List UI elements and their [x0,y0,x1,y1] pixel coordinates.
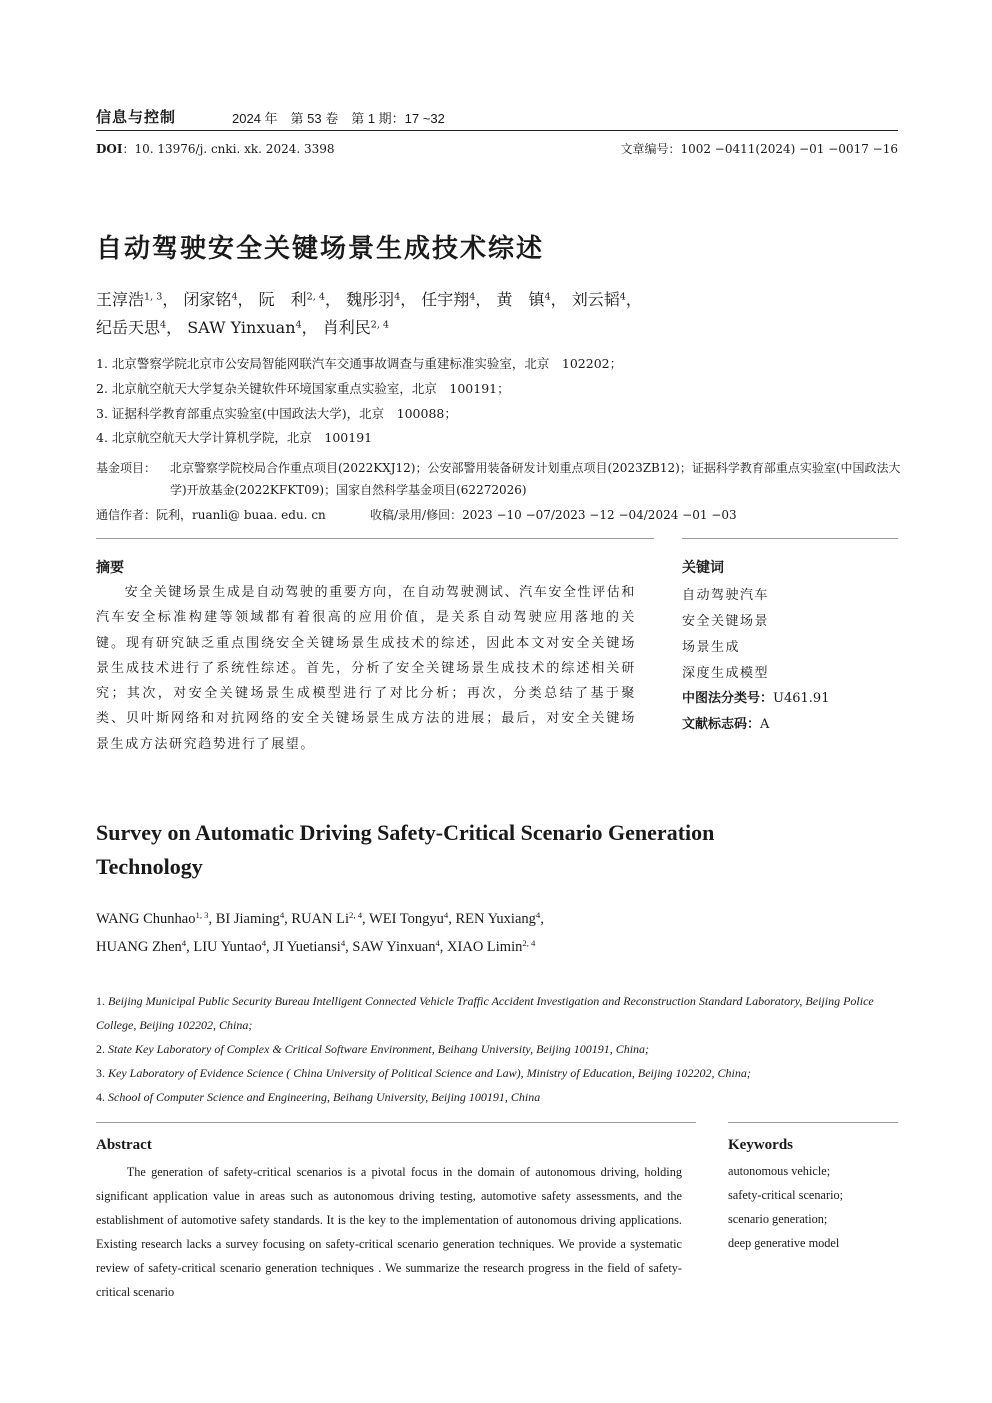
author-cn: 肖利民 [322,318,371,337]
journal-name: 信息与控制 [96,108,177,126]
page-title-cn: 自动驾驶安全关键场景生成技术综述 [96,234,545,264]
affiliation-en-4 [96,1085,901,1109]
author-sup: 4 [261,937,267,948]
affiliation-en-2 [96,1037,901,1061]
authors-en-line2: HUANG Zhen$^4$, LIU Yuntao$^4$, JI Yuetiansi$^4$, SAW Yinxuan$^4$, XIAO Limin$^{2, 4}$ [96,937,536,955]
keyword-en: safety-critical scenario; [728,1188,844,1202]
keyword-en: deep generative model [728,1236,840,1250]
author-sup: 2, 4 [349,909,363,920]
affiliation-number: 2. [96,1042,108,1056]
affiliation-text: Key Laboratory of Evidence Science ( China University of Political Science and Law), Ministry of Education, Beijing 102202, China; [108,1066,751,1080]
author-sup: 1, 3 [144,291,163,303]
author-sup: 4 [181,937,187,948]
author-sup: 4 [619,291,626,303]
author-en: JI Yuetiansi [273,939,341,955]
author-cn: 魏彤羽 [346,290,395,309]
affiliation-cn-1: 1. 北京警察学院北京市公安局智能网联汽车交通事故调查与重建标准实验室，北京 102202； [96,356,623,371]
author-en: WEI Tongyu [369,911,444,927]
clc-label: 中图法分类号： [682,691,774,706]
author-sup: 4 [160,319,167,331]
author-en: XIAO Limin [447,939,523,955]
divider [682,538,898,539]
doi-label: DOI [96,142,123,156]
keyword-cn: 深度生成模型 [682,666,770,681]
doc-code-value: A [760,717,770,732]
author-sup: 4 [469,291,476,303]
author-cn: 阮 利 [258,290,307,309]
author-sup: 1, 3 [195,909,209,920]
author-cn: 任宇翔 [421,290,470,309]
author-cn: 黄 镇 [496,290,545,309]
affiliation-number: 1. [96,994,108,1008]
divider [96,1122,696,1123]
affiliation-number: 3. [96,1066,108,1080]
author-sup: 2, 4 [370,319,390,331]
author-cn: 王淳浩 [96,290,145,309]
doi-value: ：10. 13976/j. cnki. xk. 2024. 3398 [122,142,335,156]
abstract-cn-heading: 摘要 [96,560,124,576]
authors-cn [96,286,856,342]
received-dates: 收稿/录用/修回：2023 −10 −07/2023 −12 −04/2024 −01 −03 [370,508,737,522]
author-sup: 4 [535,909,541,920]
author-cn: 纪岳天思 [96,318,161,337]
funding-info [96,457,901,501]
keyword-cn: 安全关键场景 [682,614,770,629]
affiliation-text: School of Computer Science and Engineering, Beihang University, Beijing 100191, China [108,1090,541,1104]
author-sup: 4 [435,937,440,948]
author-en: LIU Yuntao [193,939,262,955]
funding-label: 基金项目： [96,461,157,475]
affiliation-text: State Key Laboratory of Complex & Critical Software Environment, Beihang University, Beijing 100191, China; [108,1042,650,1056]
author-sup: 2, 4 [522,937,536,948]
author-sup: 4 [394,291,401,303]
abstract-cn-text: 安全关键场景生成是自动驾驶的重要方向，在自动驾驶测试、汽车安全性评估和汽车安全标准构建等领域都有着很高的应用价值，是关系自动驾驶应用落地的关键。现有研究缺乏重点围绕安全关键场景生成技术的综述，因此本文对安全关键场景生成技术进行了系统性综述。首先，分析了安全关键场景生成技术的综述相关研究；其次，对安全关键场景生成模型进行了对比分析；再次，分类总结了基于聚类、贝叶斯网络和对抗网络的安全关键场景生成方法的进展；最后，对安全关键场景生成方法研究趋势进行了展望。 [96,585,636,752]
affiliation-cn-2: 2. 北京航空航天大学复杂关键软件环境国家重点实验室，北京 100191； [96,381,510,396]
author-sup: 4 [340,937,346,948]
divider [96,538,654,539]
doc-code-label: 文献标志码： [682,717,761,732]
author-cn: SAW Yinxuan [187,318,296,337]
keyword-cn: 场景生成 [682,640,741,655]
author-cn: 闭家铭 [183,290,232,309]
author-sup: 2, 4 [306,291,325,303]
author-sup: 4 [544,291,551,303]
keyword-en: autonomous vehicle; [728,1164,831,1178]
clc-value: U461.91 [773,691,830,706]
page-title-en: Survey on Automatic Driving Safety-Critical Scenario Generation Technology [96,820,715,879]
affiliation-en-1 [96,989,901,1037]
affiliation-cn-3: 3. 证据科学教育部重点实验室(中国政法大学)，北京 100088； [96,406,457,421]
abstract-en-heading: Abstract [96,1137,152,1153]
affiliation-text: Beijing Municipal Public Security Bureau Intelligent Connected Vehicle Traffic Accident Investigation and Reconstruction Standard Laboratory, Beijing Police College, Beijing 102202, China; [96,994,874,1032]
authors-en-line1: WANG Chunhao$^{1, 3}$, BI Jiaming$^4$, RUAN Li$^{2, 4}$, WEI Tongyu$^4$, REN Yuxiang$^4$, [96,909,544,927]
funding-text: 北京警察学院校局合作重点项目(2022KXJ12)；公安部警用装备研发计划重点项目(2023ZB12)；证据科学教育部重点实验室(中国政法大学)开放基金(2022KFKT09)；国家自然科学基金项目(62272026) [170,461,901,497]
authors-en [96,905,736,961]
author-cn: 刘云韬 [571,290,620,309]
keywords-en-heading: Keywords [728,1137,793,1153]
affiliation-number: 4. [96,1090,108,1104]
affiliation-cn-4: 4. 北京航空航天大学计算机学院，北京 100191 [96,430,373,445]
abstract-en-text: The generation of safety-critical scenarios is a pivotal focus in the domain of autonomous driving, holding significant application value in areas such as autonomous driving testing, automotive safety assessments, and the establishment of automotive safety standards. It is the key to the implementation of autonomous driving applications. Existing research lacks a survey focusing on safety-critical scenario generation techniques. We provide a systematic review of safety-critical scenario generation techniques . We summarize the research progress in the field of safety-critical scenario [96,1165,682,1299]
issue-info: 2024 年 第 53 卷 第 1 期：17 ~32 [232,111,445,126]
author-en: HUANG Zhen [96,939,182,955]
author-en: BI Jiaming [215,911,280,927]
author-sup: 4 [443,909,449,920]
author-en: REN Yuxiang [455,911,536,927]
author-en: SAW Yinxuan [352,939,436,955]
keyword-en: scenario generation; [728,1212,828,1226]
doi-line [96,140,335,157]
document-code [682,713,769,732]
corresponding-author: 通信作者：阮利，ruanli@ buaa. edu. cn [96,508,326,522]
author-sup: 4 [295,319,302,331]
author-en: RUAN Li [291,911,350,927]
article-number: 文章编号：1002 −0411(2024) −01 −0017 −16 [620,142,898,156]
clc-number [682,687,829,706]
keyword-cn: 自动驾驶汽车 [682,588,770,603]
authors-cn-line1: 王淳浩$^{1, 3}$， 闭家铭$^4$， 阮 利$^{2, 4}$， 魏彤羽$^4$， 任宇翔$^4$， 黄 镇$^4$， 刘云韬$^4$， [96,290,642,309]
divider [728,1122,898,1123]
affiliation-en-3 [96,1061,901,1085]
keywords-cn-heading: 关键词 [682,560,724,576]
header-rule [96,130,898,131]
author-en: WANG Chunhao [96,911,196,927]
author-sup: 4 [231,291,238,303]
author-sup: 4 [279,909,285,920]
authors-cn-line2: 纪岳天思$^4$， SAW Yinxuan$^4$， 肖利民$^{2, 4}$ [96,318,390,337]
